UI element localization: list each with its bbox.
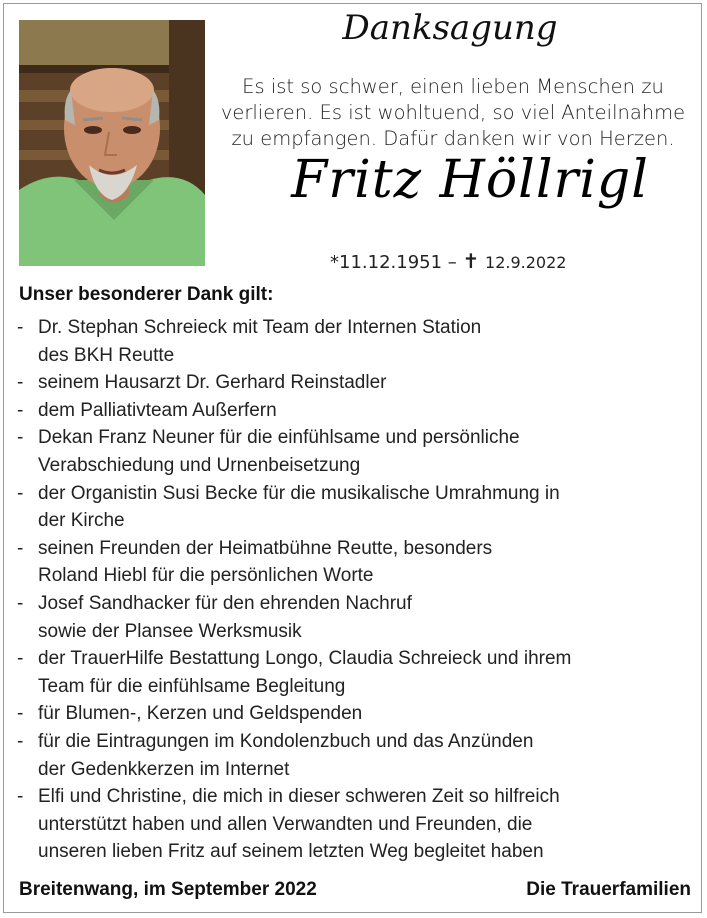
bullet-dash: - (17, 427, 24, 449)
thanks-item-line: seinem Hausarzt Dr. Gerhard Reinstadler (38, 372, 387, 394)
thanks-item-line: Team für die einfühlsame Begleitung (38, 675, 346, 697)
life-dates (330, 249, 566, 273)
signature: Die Trauerfamilien (526, 879, 691, 900)
intro-line: zu empfangen. Dafür danken wir von Herzen. (231, 127, 675, 150)
thanks-item (17, 369, 697, 397)
bullet-dash: - (17, 537, 24, 559)
thanks-item-line: sowie der Plansee Werksmusik (38, 620, 302, 642)
deceased-name: Fritz Höllrigl (291, 150, 649, 210)
thanks-item-line: Josef Sandhacker für den ehrenden Nachruf (38, 592, 412, 614)
thanks-item (17, 397, 697, 425)
thanks-item (17, 700, 697, 728)
thanks-heading: Unser besonderer Dank gilt: (19, 284, 274, 305)
bullet-dash: - (17, 482, 24, 504)
bullet-dash: - (17, 786, 24, 808)
thanks-item (17, 783, 697, 866)
thanks-item (17, 535, 697, 590)
thanks-item (17, 424, 697, 479)
date-separator: – (447, 252, 457, 273)
thanks-item-line: des BKH Reutte (38, 344, 175, 366)
thanks-item-line: der Kirche (38, 510, 125, 532)
thanks-item-line: Dekan Franz Neuner für die einfühlsame und persönliche (38, 427, 520, 449)
death-date: 12.9.2022 (485, 253, 567, 272)
birth-date: 11.12.1951 (339, 252, 443, 273)
thanks-item (17, 314, 697, 369)
thanks-list (17, 314, 697, 866)
thanks-item-line: für Blumen-, Kerzen und Geldspenden (38, 703, 363, 725)
thanks-item-line: unseren lieben Fritz auf seinem letzten Weg begleitet haben (38, 841, 544, 863)
intro-line: verlieren. Es ist wohltuend, so viel Anteilnahme (220, 101, 686, 124)
bullet-dash: - (17, 730, 24, 752)
thanks-item (17, 728, 697, 783)
cross-icon: ✝ (462, 249, 480, 273)
thanks-item-line: unterstützt haben und allen Verwandten und Freunden, die (38, 813, 533, 835)
thanks-item (17, 480, 697, 535)
thanks-item-line: der Gedenkkerzen im Internet (38, 758, 290, 780)
bullet-dash: - (17, 648, 24, 670)
thanks-item-line: Dr. Stephan Schreieck mit Team der Internen Station (38, 317, 482, 338)
thanks-item-line: Roland Hiebl für die persönlichen Worte (38, 565, 374, 587)
bullet-dash: - (17, 317, 24, 338)
intro-text (210, 74, 696, 152)
place-date: Breitenwang, im September 2022 (19, 879, 317, 900)
birth-marker: * (330, 252, 339, 273)
bullet-dash: - (17, 703, 24, 725)
intro-line: Es ist so schwer, einen lieben Menschen zu (242, 75, 664, 98)
thanks-item-line: Elfi und Christine, die mich in dieser schweren Zeit so hilfreich (38, 786, 560, 808)
thanks-item-line: Verabschiedung und Urnenbeisetzung (38, 454, 361, 476)
bullet-dash: - (17, 592, 24, 614)
bullet-dash: - (17, 399, 24, 421)
thanks-item-line: seinen Freunden der Heimatbühne Reutte, besonders (38, 537, 493, 559)
thanks-item-line: für die Eintragungen im Kondolenzbuch und das Anzünden (38, 730, 534, 752)
thanks-item (17, 645, 697, 700)
thanks-item-line: dem Palliativteam Außerfern (38, 399, 277, 421)
portrait-photo (19, 20, 205, 266)
thanks-item (17, 590, 697, 645)
portrait-illustration (19, 20, 205, 266)
page-title: Danksagung (342, 8, 558, 48)
thanks-item-line: der Organistin Susi Becke für die musikalische Umrahmung in (38, 482, 560, 504)
thanks-item-line: der TrauerHilfe Bestattung Longo, Claudia Schreieck und ihrem (38, 648, 572, 670)
bullet-dash: - (17, 372, 24, 394)
